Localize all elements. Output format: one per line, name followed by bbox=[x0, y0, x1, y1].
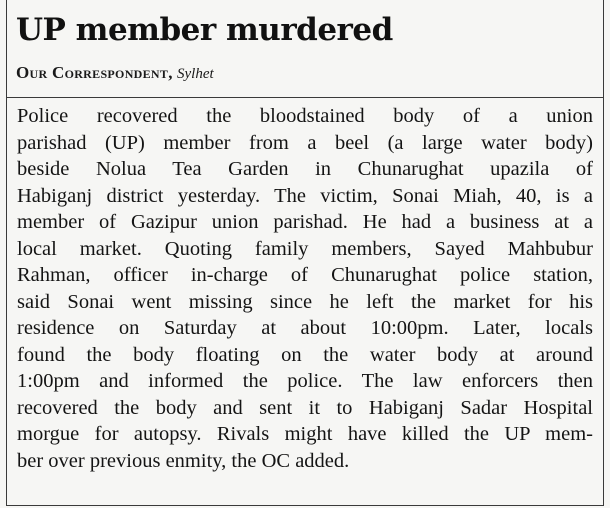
body-line: Rahman, officer in-charge of Chunarughat police station, bbox=[17, 264, 593, 286]
body-line: local market. Quoting family members, Sayed Mahbubur bbox=[17, 237, 593, 260]
byline-correspondent: Our Correspondent, bbox=[16, 63, 173, 82]
article-body bbox=[17, 103, 593, 474]
body-line: Police recovered the bloodstained body of a union bbox=[17, 105, 593, 127]
body-line: found the body floating on the water body at around bbox=[17, 343, 593, 366]
headline: UP member murdered bbox=[16, 12, 393, 48]
body-line: member of Gazipur union parishad. He had a business at a bbox=[17, 211, 593, 233]
body-line: said Sonai went missing since he left the market for his bbox=[17, 290, 593, 313]
body-line: ber over previous enmity, the OC added. bbox=[17, 449, 350, 472]
body-line: recovered the body and sent it to Habiganj Sadar Hospital bbox=[17, 396, 593, 419]
body-line: beside Nolua Tea Garden in Chunarughat upazila of bbox=[17, 158, 593, 180]
byline-location: Sylhet bbox=[177, 66, 214, 82]
divider-rule bbox=[6, 97, 604, 98]
body-line: parishad (UP) member from a beel (a large water body) bbox=[17, 131, 593, 154]
byline bbox=[16, 60, 214, 87]
body-line: Habiganj district yesterday. The victim, Sonai Miah, 40, is a bbox=[17, 184, 593, 207]
body-line: 1:00pm and informed the police. The law enforcers then bbox=[17, 370, 593, 392]
body-line: residence on Saturday at about 10:00pm. Later, locals bbox=[17, 317, 593, 339]
body-line: morgue for autopsy. Rivals might have killed the UP mem- bbox=[17, 423, 593, 445]
